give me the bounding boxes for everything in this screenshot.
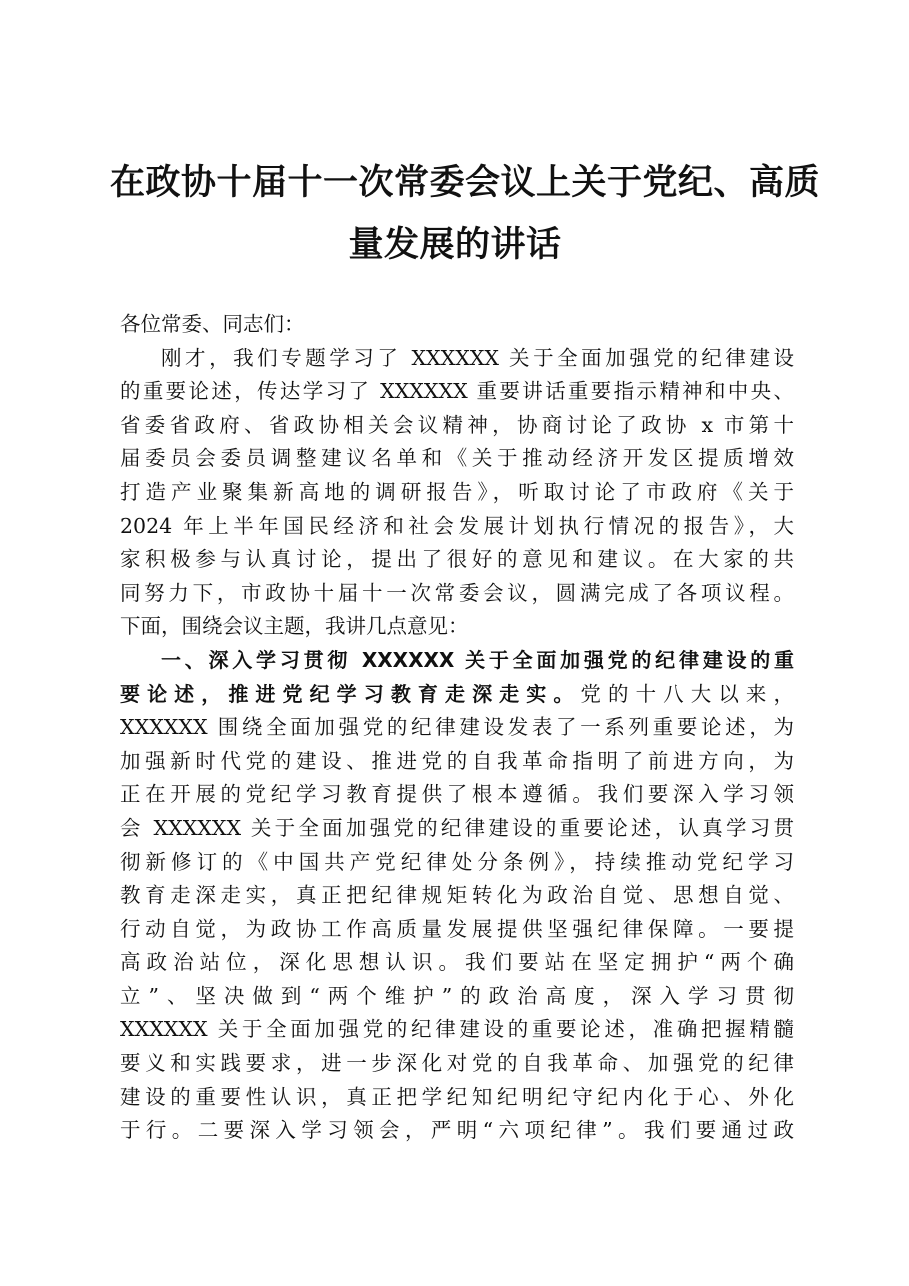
paragraph-line: 于行。二要深入学习领会，严明“六项纪律”。我们要通过政 (120, 1118, 794, 1143)
paragraph-line: 加强新时代党的建设、推进党的自我革命指明了前进方向，为 (120, 748, 794, 773)
paragraph-line: 家积极参与认真讨论，提出了很好的意见和建议。在大家的共 (120, 547, 794, 572)
title-line-2: 量发展的讲话 (348, 225, 562, 265)
title-line-1: 在政协十届十一次常委会议上关于党纪、高质 (110, 163, 821, 203)
paragraph-line: 正在开展的党纪学习教育提供了根本遵循。我们要深入学习领 (120, 782, 794, 807)
paragraph-1 (120, 342, 794, 644)
paragraph-line: 打造产业聚集新高地的调研报告》，听取讨论了市政府《关于 (120, 479, 794, 504)
paragraph-line: XXXXXX 关于全面加强党的纪律建设的重要论述，准确把握精髓 (120, 1017, 794, 1042)
paragraph-line: 行动自觉，为政协工作高质量发展提供坚强纪律保障。一要提 (120, 916, 794, 941)
paragraph-line (120, 678, 794, 712)
paragraph-line: 高政治站位，深化思想认识。我们要站在坚定拥护“两个确 (120, 950, 794, 975)
document-body (120, 308, 794, 1148)
paragraph-2 (120, 644, 794, 1148)
salutation: 各位常委、同志们： (120, 312, 305, 336)
paragraph-line: 刚才，我们专题学习了 XXXXXX 关于全面加强党的纪律建设 (161, 345, 794, 370)
section-heading-continued: 要论述，推进党纪学习教育走深走实。 (120, 681, 581, 706)
paragraph-line: 教育走深走实，真正把纪律规矩转化为政治自觉、思想自觉、 (120, 883, 794, 908)
document-title (110, 152, 821, 276)
section-heading: 一、深入学习贯彻 XXXXXX 关于全面加强党的纪律建设的重 (161, 647, 794, 672)
paragraph-line: 要义和实践要求，进一步深化对党的自我革命、加强党的纪律 (120, 1051, 794, 1076)
paragraph-line: 同努力下，市政协十届十一次常委会议，圆满完成了各项议程。 (120, 580, 794, 605)
paragraph-line: 2024 年上半年国民经济和社会发展计划执行情况的报告》，大 (120, 513, 794, 538)
paragraph-text: 党的十八大以来， (580, 681, 794, 706)
paragraph-line: 建设的重要性认识，真正把学纪知纪明纪守纪内化于心、外化 (120, 1084, 794, 1109)
paragraph-line: 立”、坚决做到“两个维护”的政治高度，深入学习贯彻 (120, 983, 794, 1008)
paragraph-line: 的重要论述，传达学习了 XXXXXX 重要讲话重要指示精神和中央、 (120, 379, 794, 404)
paragraph-line: 下面，围绕会议主题，我讲几点意见： (120, 614, 469, 639)
paragraph-line: 省委省政府、省政协相关会议精神，协商讨论了政协 x 市第十 (120, 412, 794, 437)
paragraph-line: 彻新修订的《中国共产党纪律处分条例》，持续推动党纪学习 (120, 849, 794, 874)
paragraph-line: 会 XXXXXX 关于全面加强党的纪律建设的重要论述，认真学习贯 (120, 815, 794, 840)
paragraph-line: XXXXXX 围绕全面加强党的纪律建设发表了一系列重要论述，为 (120, 715, 794, 740)
paragraph-line: 届委员会委员调整建议名单和《关于推动经济开发区提质增效 (120, 446, 794, 471)
